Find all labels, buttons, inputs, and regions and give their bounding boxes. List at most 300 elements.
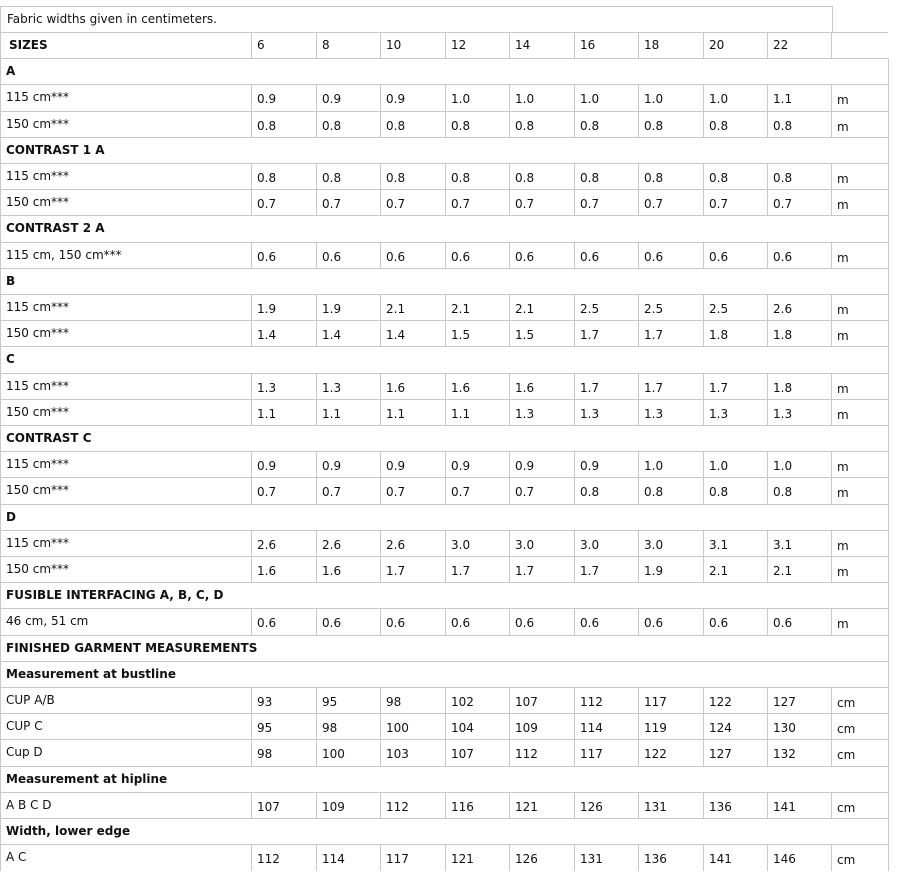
column-divider	[831, 844, 832, 871]
column-divider	[445, 399, 446, 426]
column-divider	[0, 635, 1, 662]
column-divider	[0, 661, 1, 688]
table-cell: 1.3	[644, 406, 664, 421]
column-divider	[831, 294, 832, 321]
unit-cell: cm	[837, 800, 856, 815]
column-divider	[703, 189, 704, 216]
unit-cell: cm	[837, 853, 856, 868]
table-cell: 93	[257, 695, 273, 709]
column-divider	[509, 608, 510, 635]
column-divider	[380, 32, 381, 59]
column-divider	[445, 556, 446, 583]
column-divider	[316, 556, 317, 583]
column-divider	[509, 792, 510, 819]
column-divider	[316, 399, 317, 426]
column-divider	[638, 792, 639, 819]
column-divider	[831, 608, 832, 635]
column-divider	[509, 294, 510, 321]
column-divider	[445, 451, 446, 478]
table-cell: 1.7	[580, 380, 600, 395]
column-divider	[767, 111, 768, 138]
row-label: 115 cm***	[6, 378, 70, 393]
column-divider	[509, 32, 510, 59]
unit-cell: m	[837, 486, 849, 501]
column-divider	[767, 608, 768, 635]
column-divider	[0, 582, 1, 609]
column-divider	[509, 163, 510, 190]
table-cell: 2.1	[515, 302, 535, 316]
table-cell: 127	[773, 695, 796, 709]
column-divider	[445, 530, 446, 557]
section-heading: CONTRAST 1 A	[6, 142, 105, 157]
row-label: 115 cm***	[6, 169, 70, 183]
table-cell: 0.8	[451, 118, 471, 133]
table-cell: 0.7	[709, 197, 729, 212]
section-heading: FINISHED GARMENT MEASUREMENTS	[6, 640, 258, 655]
table-cell: 141	[709, 852, 732, 867]
column-divider	[509, 242, 510, 269]
table-cell: 119	[644, 721, 667, 736]
table-cell: 0.7	[644, 197, 664, 212]
column-divider	[767, 530, 768, 557]
table-cell: 130	[773, 721, 796, 736]
table-cell: 0.6	[515, 249, 535, 264]
unit-cell: cm	[837, 748, 856, 763]
column-divider	[509, 739, 510, 766]
column-divider	[251, 792, 252, 819]
table-cell: 2.6	[257, 537, 277, 552]
column-divider	[767, 373, 768, 400]
column-divider	[638, 399, 639, 426]
column-divider	[831, 32, 832, 59]
table-cell: 0.8	[709, 485, 729, 500]
table-cell: 1.0	[709, 92, 729, 107]
column-divider	[0, 687, 1, 714]
column-divider	[638, 111, 639, 138]
column-divider	[445, 242, 446, 269]
column-divider	[251, 320, 252, 347]
table-cell: 98	[322, 721, 338, 736]
column-divider	[251, 451, 252, 478]
table-cell: 0.8	[773, 118, 793, 133]
column-divider	[831, 530, 832, 557]
row-label: 150 cm***	[6, 195, 70, 210]
column-divider	[574, 451, 575, 478]
column-divider	[574, 399, 575, 426]
table-cell: 0.8	[515, 171, 535, 185]
table-cell: 1.6	[257, 564, 277, 578]
column-divider	[767, 451, 768, 478]
unit-cell: m	[837, 329, 849, 344]
table-cell: 2.1	[709, 564, 729, 578]
table-cell: 0.8	[580, 118, 600, 133]
size-column-header: 14	[515, 38, 531, 52]
column-divider	[574, 687, 575, 714]
table-cell: 0.6	[644, 249, 664, 264]
column-divider	[380, 242, 381, 269]
table-cell: 1.1	[322, 406, 342, 421]
size-column-header: 16	[580, 38, 596, 52]
section-heading: FUSIBLE INTERFACING A, B, C, D	[6, 588, 224, 603]
table-cell: 0.6	[451, 616, 471, 631]
table-cell: 0.8	[257, 171, 277, 185]
table-cell: 1.6	[515, 380, 535, 395]
size-column-header: 18	[644, 38, 660, 52]
column-divider	[0, 111, 1, 138]
column-divider	[767, 32, 768, 59]
column-divider	[380, 556, 381, 583]
column-divider	[0, 713, 1, 740]
column-divider	[0, 32, 1, 59]
table-cell: 0.7	[257, 485, 277, 500]
column-divider	[0, 58, 1, 85]
table-cell: 1.1	[773, 92, 793, 107]
table-cell: 0.6	[386, 616, 406, 631]
column-divider	[0, 215, 1, 242]
table-cell: 2.5	[644, 302, 664, 316]
column-divider	[316, 189, 317, 216]
column-divider	[316, 792, 317, 819]
column-divider	[445, 713, 446, 740]
row-label: 150 cm***	[6, 562, 70, 576]
table-cell: 0.9	[515, 459, 535, 474]
column-divider	[767, 294, 768, 321]
table-cell: 0.7	[386, 485, 406, 500]
table-cell: 1.7	[580, 328, 600, 343]
row-label: 150 cm***	[6, 326, 70, 341]
column-divider	[509, 713, 510, 740]
column-divider	[380, 477, 381, 504]
table-cell: 1.7	[515, 564, 535, 578]
table-cell: 126	[515, 852, 538, 867]
table-cell: 2.1	[773, 564, 793, 578]
unit-cell: m	[837, 460, 849, 475]
column-divider	[574, 477, 575, 504]
column-divider	[316, 608, 317, 635]
column-divider	[767, 792, 768, 819]
column-divider	[703, 242, 704, 269]
table-cell: 122	[644, 747, 667, 762]
table-cell: 1.7	[580, 564, 600, 578]
table-cell: 112	[257, 852, 280, 867]
column-divider	[574, 242, 575, 269]
unit-cell: m	[837, 172, 849, 186]
table-cell: 0.7	[515, 197, 535, 212]
column-divider	[316, 451, 317, 478]
column-divider	[638, 373, 639, 400]
column-divider	[509, 687, 510, 714]
table-cell: 103	[386, 747, 409, 762]
column-divider	[316, 32, 317, 59]
column-divider	[380, 373, 381, 400]
column-divider	[703, 530, 704, 557]
table-cell: 107	[451, 747, 474, 762]
column-divider	[831, 451, 832, 478]
table-cell: 0.9	[580, 459, 600, 474]
column-divider	[767, 477, 768, 504]
column-divider	[251, 242, 252, 269]
column-divider	[509, 399, 510, 426]
column-divider	[574, 608, 575, 635]
table-cell: 3.1	[773, 537, 793, 552]
column-divider	[380, 111, 381, 138]
column-divider	[0, 425, 1, 452]
column-divider	[316, 530, 317, 557]
column-divider	[445, 608, 446, 635]
section-heading: Measurement at bustline	[6, 666, 176, 681]
table-cell: 146	[773, 852, 796, 867]
column-divider	[316, 844, 317, 871]
column-divider	[509, 320, 510, 347]
column-divider	[251, 163, 252, 190]
column-divider	[316, 373, 317, 400]
row-label: 46 cm, 51 cm	[6, 614, 89, 629]
table-cell: 2.5	[709, 302, 729, 316]
table-cell: 117	[644, 695, 667, 709]
table-cell: 0.9	[257, 459, 277, 474]
table-cell: 131	[580, 852, 603, 867]
section-heading: B	[6, 273, 16, 288]
column-divider	[251, 608, 252, 635]
column-divider	[316, 242, 317, 269]
table-cell: 0.6	[257, 616, 277, 631]
table-cell: 2.6	[322, 537, 342, 552]
column-divider	[445, 189, 446, 216]
table-cell: 0.6	[580, 616, 600, 631]
column-divider	[0, 477, 1, 504]
table-cell: 1.9	[644, 564, 664, 578]
table-cell: 1.3	[709, 406, 729, 421]
unit-cell: m	[837, 119, 849, 134]
column-divider	[703, 163, 704, 190]
table-cell: 1.7	[386, 564, 406, 578]
table-cell: 0.9	[322, 459, 342, 474]
column-divider	[638, 477, 639, 504]
table-cell: 1.0	[451, 92, 471, 107]
column-divider	[0, 844, 1, 871]
column-divider	[0, 556, 1, 583]
column-divider	[831, 189, 832, 216]
table-cell: 0.8	[322, 171, 342, 185]
column-divider	[638, 608, 639, 635]
column-divider	[767, 739, 768, 766]
column-divider	[0, 294, 1, 321]
column-divider	[831, 687, 832, 714]
table-cell: 136	[709, 799, 732, 814]
table-cell: 98	[386, 695, 402, 709]
table-cell: 1.3	[322, 380, 342, 395]
unit-cell: m	[837, 617, 849, 632]
table-cell: 132	[773, 747, 796, 762]
table-cell: 121	[451, 852, 474, 867]
unit-cell: m	[837, 93, 849, 108]
table-cell: 0.7	[451, 197, 471, 212]
table-cell: 1.9	[322, 302, 342, 316]
section-heading: A	[6, 64, 16, 79]
column-divider	[574, 713, 575, 740]
table-cell: 0.6	[773, 616, 793, 631]
table-cell: 0.9	[322, 92, 342, 107]
table-cell: 0.6	[709, 249, 729, 264]
column-divider	[509, 84, 510, 111]
table-cell: 0.9	[386, 459, 406, 474]
column-divider	[509, 373, 510, 400]
column-divider	[445, 739, 446, 766]
column-divider	[767, 713, 768, 740]
column-divider	[0, 373, 1, 400]
column-divider	[831, 792, 832, 819]
column-divider	[251, 189, 252, 216]
column-divider	[767, 163, 768, 190]
table-cell: 2.6	[773, 302, 793, 316]
unit-cell: m	[837, 538, 849, 553]
row-label: 115 cm, 150 cm***	[6, 247, 122, 262]
table-cell: 0.8	[580, 485, 600, 500]
table-cell: 0.8	[257, 118, 277, 133]
column-divider	[445, 111, 446, 138]
column-divider	[638, 320, 639, 347]
table-cell: 95	[322, 695, 338, 709]
column-divider	[0, 792, 1, 819]
size-column-header: 10	[386, 38, 402, 52]
column-divider	[638, 530, 639, 557]
column-divider	[638, 844, 639, 871]
units-note: Fabric widths given in centimeters.	[0, 6, 833, 33]
column-divider	[0, 399, 1, 426]
table-cell: 1.4	[386, 328, 406, 343]
row-label: 150 cm***	[6, 483, 70, 498]
column-divider	[831, 163, 832, 190]
column-divider	[831, 373, 832, 400]
column-divider	[0, 163, 1, 190]
column-divider	[0, 504, 1, 531]
column-divider	[509, 477, 510, 504]
row-label: A B C D	[6, 797, 52, 812]
table-cell: 1.0	[644, 92, 664, 107]
column-divider	[316, 111, 317, 138]
column-divider	[703, 320, 704, 347]
column-divider	[703, 477, 704, 504]
column-divider	[703, 844, 704, 871]
table-cell: 1.5	[451, 328, 471, 343]
section-heading: CONTRAST C	[6, 431, 92, 445]
table-cell: 1.5	[515, 328, 535, 343]
table-cell: 2.5	[580, 302, 600, 316]
unit-cell: cm	[837, 696, 856, 710]
row-divider	[0, 32, 888, 33]
size-column-header: 8	[322, 38, 330, 52]
column-divider	[703, 739, 704, 766]
table-cell: 1.3	[580, 406, 600, 421]
column-divider	[831, 399, 832, 426]
table-cell: 112	[580, 695, 603, 709]
table-cell: 1.3	[257, 380, 277, 395]
unit-cell: m	[837, 198, 849, 213]
column-divider	[574, 294, 575, 321]
sizes-header: SIZES	[9, 38, 48, 52]
column-divider	[703, 556, 704, 583]
column-divider	[831, 713, 832, 740]
column-divider	[0, 739, 1, 766]
column-divider	[509, 844, 510, 871]
table-cell: 0.8	[386, 171, 406, 185]
table-cell: 0.6	[709, 616, 729, 631]
table-cell: 102	[451, 695, 474, 709]
row-label: CUP C	[6, 719, 43, 734]
column-divider	[638, 556, 639, 583]
column-divider	[445, 84, 446, 111]
column-divider	[638, 189, 639, 216]
section-heading: C	[6, 352, 15, 367]
column-divider	[703, 294, 704, 321]
table-cell: 1.4	[322, 328, 342, 343]
column-divider	[767, 687, 768, 714]
table-cell: 3.0	[644, 537, 664, 552]
column-divider	[509, 530, 510, 557]
table-cell: 114	[322, 852, 345, 867]
unit-cell: m	[837, 565, 849, 579]
section-heading: Width, lower edge	[6, 824, 131, 838]
table-cell: 136	[644, 852, 667, 867]
unit-cell: m	[837, 303, 849, 317]
table-cell: 0.6	[257, 249, 277, 264]
row-label: 115 cm***	[6, 535, 70, 550]
table-cell: 1.7	[644, 328, 664, 343]
row-label: 150 cm***	[6, 404, 70, 419]
size-column-header: 22	[773, 38, 789, 52]
table-cell: 2.1	[451, 302, 471, 316]
unit-cell: m	[837, 407, 849, 422]
column-divider	[380, 844, 381, 871]
column-divider	[638, 739, 639, 766]
table-cell: 100	[386, 721, 409, 736]
column-divider	[638, 242, 639, 269]
column-divider	[445, 163, 446, 190]
table-cell: 124	[709, 721, 732, 736]
column-divider	[380, 687, 381, 714]
column-divider	[703, 399, 704, 426]
table-cell: 1.0	[773, 459, 793, 474]
column-divider	[638, 713, 639, 740]
column-divider	[380, 530, 381, 557]
table-cell: 126	[580, 799, 603, 814]
column-divider	[316, 739, 317, 766]
size-column-header: 6	[257, 38, 265, 52]
row-label: 150 cm***	[6, 116, 70, 131]
table-cell: 1.9	[257, 302, 277, 316]
column-divider	[767, 189, 768, 216]
column-divider	[703, 687, 704, 714]
column-divider	[638, 294, 639, 321]
table-cell: 1.0	[709, 459, 729, 474]
table-cell: 1.3	[515, 406, 535, 421]
column-divider	[251, 556, 252, 583]
table-cell: 0.6	[322, 249, 342, 264]
column-divider	[574, 320, 575, 347]
table-cell: 0.8	[451, 171, 471, 185]
column-divider	[767, 242, 768, 269]
column-divider	[251, 373, 252, 400]
table-cell: 3.0	[451, 537, 471, 552]
column-divider	[380, 792, 381, 819]
column-divider	[831, 556, 832, 583]
column-divider	[574, 84, 575, 111]
table-cell: 117	[386, 852, 409, 867]
column-divider	[251, 687, 252, 714]
table-cell: 0.6	[580, 249, 600, 264]
table-cell: 0.8	[644, 485, 664, 500]
column-divider	[445, 373, 446, 400]
